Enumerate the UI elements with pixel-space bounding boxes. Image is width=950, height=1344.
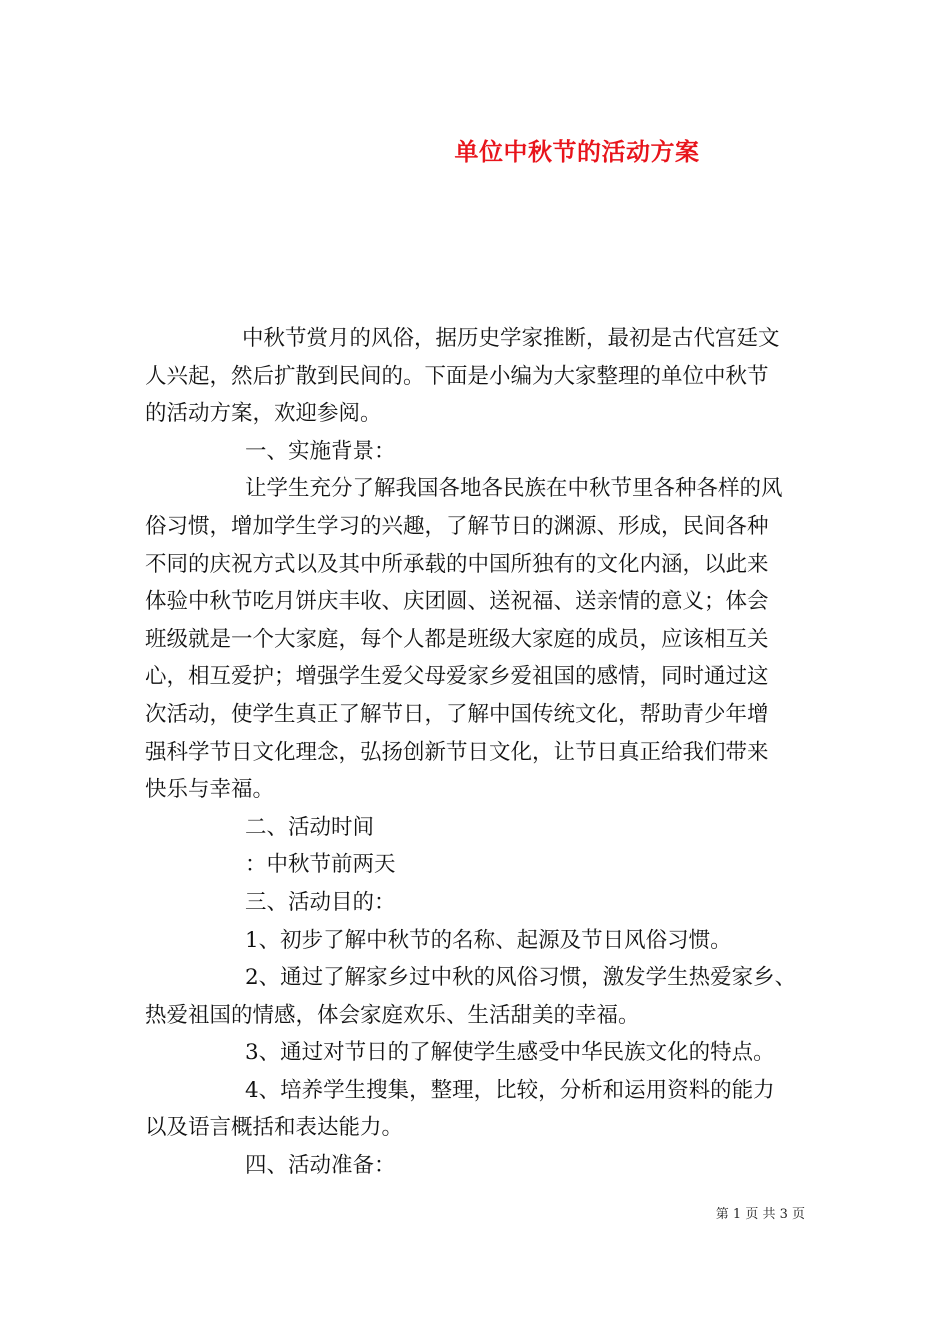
paragraph-line: 次活动，使学生真正了解节日，了解中国传统文化，帮助青少年增 — [145, 701, 769, 727]
paragraph-line: 班级就是一个大家庭，每个人都是班级大家庭的成员，应该相互关 — [145, 626, 769, 652]
paragraph-line: ：中秋节前两天 — [245, 852, 396, 878]
paragraph-line: 不同的庆祝方式以及其中所承载的中国所独有的文化内涵，以此来 — [145, 551, 769, 577]
section-heading: 二、活动时间 — [245, 814, 375, 840]
paragraph-line: 体验中秋节吃月饼庆丰收、庆团圆、送祝福、送亲情的意义；体会 — [145, 589, 769, 615]
list-item: 2、通过了解家乡过中秋的风俗习惯，激发学生热爱家乡、 — [245, 965, 797, 991]
paragraph-line: 中秋节赏月的风俗，据历史学家推断，最初是古代宫廷文 — [242, 326, 780, 351]
page-number: 第 1 页 共 3 页 — [715, 1207, 805, 1222]
list-item: 3、通过对节日的了解使学生感受中华民族文化的特点。 — [245, 1040, 775, 1066]
paragraph-line: 人兴起，然后扩散到民间的。下面是小编为大家整理的单位中秋节 — [145, 363, 769, 389]
document-title: 单位中秋节的活动方案 — [454, 137, 700, 166]
list-item: 4、培养学生搜集，整理，比较，分析和运用资料的能力 — [245, 1077, 775, 1103]
section-heading: 一、实施背景： — [245, 438, 396, 464]
paragraph-line: 以及语言概括和表达能力。 — [145, 1115, 404, 1141]
paragraph-line: 强科学节日文化理念，弘扬创新节日文化，让节日真正给我们带来 — [145, 739, 769, 765]
document-body — [145, 320, 820, 1185]
paragraph-line: 俗习惯，增加学生学习的兴趣，了解节日的渊源、形成，民间各种 — [145, 513, 769, 539]
paragraph-line: 快乐与幸福。 — [145, 777, 275, 803]
section-heading: 四、活动准备： — [245, 1153, 396, 1179]
list-item: 1、初步了解中秋节的名称、起源及节日风俗习惯。 — [245, 927, 732, 953]
paragraph-line: 热爱祖国的情感，体会家庭欢乐、生活甜美的幸福。 — [145, 1002, 640, 1028]
paragraph-line: 的活动方案，欢迎参阅。 — [145, 401, 382, 427]
paragraph-line: 心，相互爱护；增强学生爱父母爱家乡爱祖国的感情，同时通过这 — [145, 664, 769, 690]
paragraph-line: 让学生充分了解我国各地各民族在中秋节里各种各样的风 — [245, 476, 783, 502]
section-heading: 三、活动目的： — [245, 889, 396, 915]
